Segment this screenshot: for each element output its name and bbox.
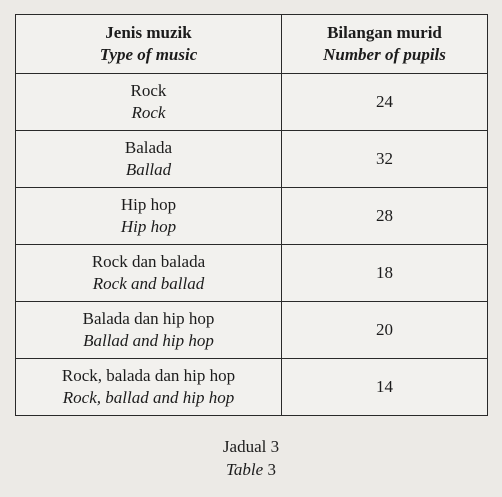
music-type-ms: Rock dan balada: [91, 252, 206, 271]
music-type-cell: [16, 245, 282, 302]
music-type-cell: [16, 359, 282, 416]
pupil-count-cell: 14: [282, 359, 488, 416]
music-type-ms: Hip hop: [120, 195, 177, 214]
pupil-count-cell: 24: [282, 74, 488, 131]
music-type-cell: [16, 74, 282, 131]
music-type-ms: Balada dan hip hop: [82, 309, 215, 328]
table-row: [16, 188, 488, 245]
table-caption-en-word: Table: [226, 460, 264, 479]
pupil-count-cell: 28: [282, 188, 488, 245]
table-row: [16, 359, 488, 416]
table-caption-en: [0, 459, 502, 481]
table-row: [16, 245, 488, 302]
music-type-ms: Rock: [130, 81, 167, 100]
header-type-en: Type of music: [99, 45, 198, 64]
pupil-count-cell: 32: [282, 131, 488, 188]
music-type-en: Rock: [131, 103, 166, 122]
table-caption-en-number: 3: [267, 460, 276, 479]
music-type-en: Rock, ballad and hip hop: [62, 388, 235, 407]
music-type-en: Ballad and hip hop: [83, 331, 214, 350]
music-type-ms: Balada: [124, 138, 173, 157]
music-pupils-table: [15, 14, 488, 416]
music-type-cell: [16, 131, 282, 188]
table-caption-ms: Jadual 3: [222, 437, 280, 456]
header-count-ms: Bilangan murid: [327, 23, 442, 42]
music-type-cell: [16, 188, 282, 245]
table-row: [16, 74, 488, 131]
pupil-count-cell: 18: [282, 245, 488, 302]
header-type-of-music: [16, 15, 282, 74]
table-row: [16, 302, 488, 359]
table-header-row: [16, 15, 488, 74]
table-row: [16, 131, 488, 188]
header-count-en: Number of pupils: [323, 45, 446, 64]
pupil-count-cell: 20: [282, 302, 488, 359]
header-type-ms: Jenis muzik: [105, 23, 192, 42]
music-type-en: Ballad: [125, 160, 172, 179]
header-number-of-pupils: [282, 15, 488, 74]
music-type-ms: Rock, balada dan hip hop: [61, 366, 236, 385]
music-type-cell: [16, 302, 282, 359]
music-type-en: Hip hop: [120, 217, 177, 236]
music-type-en: Rock and ballad: [92, 274, 205, 293]
